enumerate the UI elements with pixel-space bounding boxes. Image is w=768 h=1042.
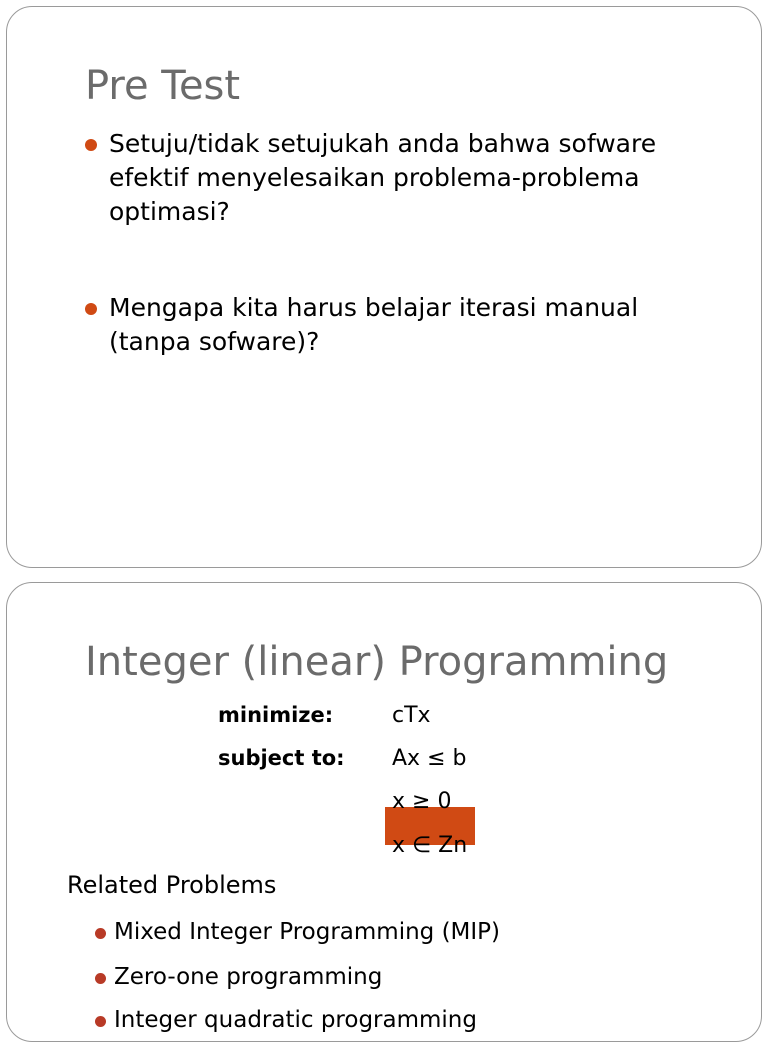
list-item-text: Zero-one programming [114,964,383,990]
list-item-text: Integer quadratic programming [114,1007,477,1033]
list-item [95,919,500,945]
bullet-text: Setuju/tidak setujukah anda bahwa sofware efektif menyelesaikan problema-problema optimasi? [109,129,657,226]
slide-title: Integer (linear) Programming [85,639,669,685]
list-item [95,964,382,990]
slide-integer-programming [6,582,762,1042]
bullet-dot-icon [95,1016,106,1027]
bullet-dot-icon [95,928,106,939]
bullet-text: Mengapa kita harus belajar iterasi manual (tanpa sofware)? [109,293,639,356]
bullet-dot-icon [85,139,97,151]
bullet-item [85,291,725,359]
bullet-dot-icon [95,973,106,984]
list-item [95,1007,477,1033]
constraint-ax-le-b: Ax ≤ b [392,746,467,771]
slide-pre-test [6,6,762,568]
minimize-label: minimize: [218,703,334,727]
subject-to-label: subject to: [218,746,345,770]
constraint-integer: x ∈ Zn [392,833,468,858]
list-item-text: Mixed Integer Programming (MIP) [114,919,501,945]
constraint-nonnegative: x ≥ 0 [392,789,452,814]
bullet-dot-icon [85,303,97,315]
objective-expression: cTx [392,703,431,728]
bullet-item [85,127,725,229]
related-problems-heading: Related Problems [67,871,277,899]
slide-title: Pre Test [85,63,241,109]
